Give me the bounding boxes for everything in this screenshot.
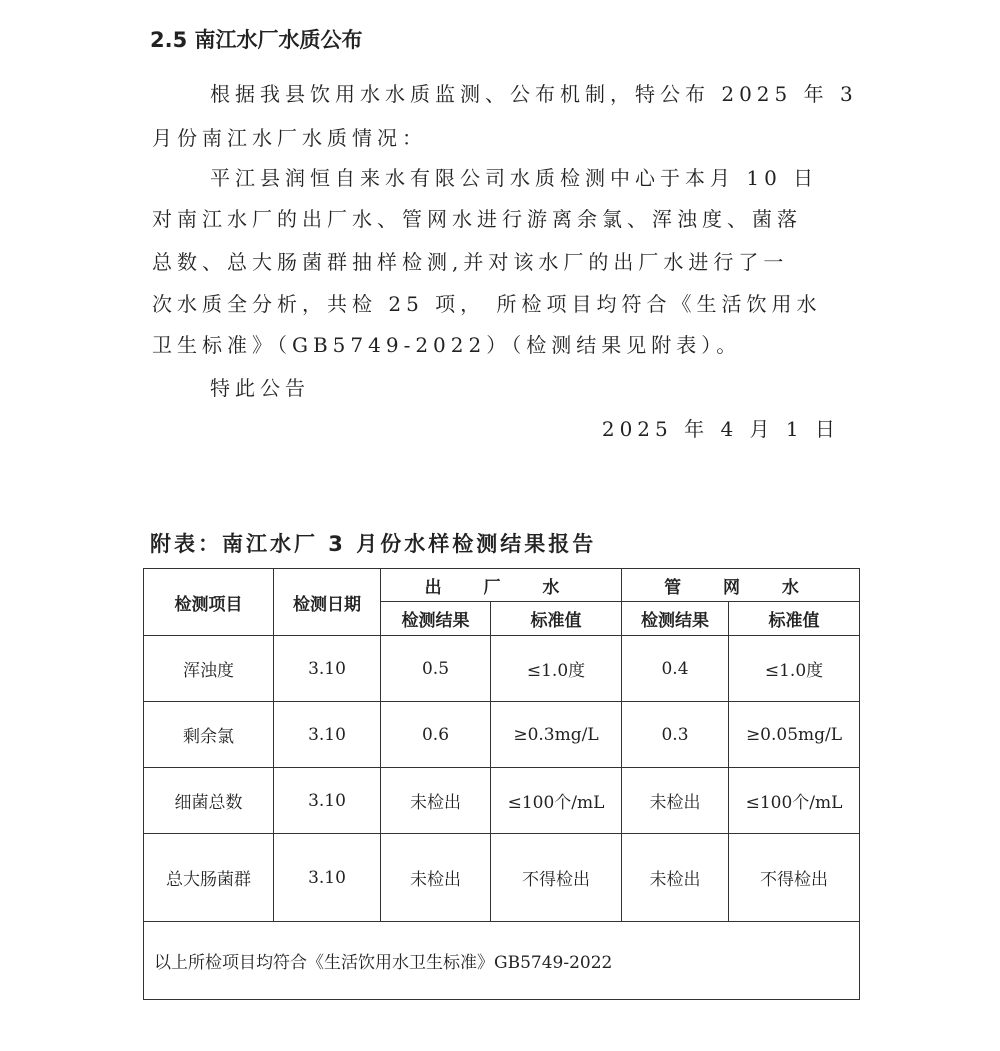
header-pipe-result: 检测结果	[622, 602, 729, 636]
cell-outlet-standard: ≤1.0度	[491, 636, 622, 702]
cell-pipe-result: 未检出	[622, 834, 729, 922]
cell-outlet-standard: 不得检出	[491, 834, 622, 922]
header-pipe-standard: 标准值	[729, 602, 860, 636]
table-row	[144, 702, 860, 768]
cell-item: 细菌总数	[144, 768, 274, 834]
cell-pipe-result: 未检出	[622, 768, 729, 834]
cell-outlet-result: 0.6	[381, 702, 491, 768]
table-row	[144, 768, 860, 834]
table-row	[144, 636, 860, 702]
cell-pipe-result: 0.4	[622, 636, 729, 702]
paragraph-line: 对南江水厂的出厂水、管网水进行游离余氯、浑浊度、菌落	[152, 207, 802, 231]
header-item: 检测项目	[144, 569, 274, 636]
paragraph-line: 特此公告	[210, 376, 310, 400]
paragraph-line: 根据我县饮用水水质监测、公布机制，特公布 2025 年 3	[210, 82, 858, 106]
notice-date: 2025 年 4 月 1 日	[601, 417, 840, 441]
cell-item: 浑浊度	[144, 636, 274, 702]
cell-outlet-result: 0.5	[381, 636, 491, 702]
header-date: 检测日期	[274, 569, 381, 636]
cell-date: 3.10	[274, 768, 381, 834]
header-pipe-water: 管 网 水	[622, 569, 860, 602]
header-outlet-water: 出 厂 水	[381, 569, 622, 602]
paragraph-line: 总数、总大肠菌群抽样检测,并对该水厂的出厂水进行了一	[152, 250, 789, 274]
header-outlet-result: 检测结果	[381, 602, 491, 636]
cell-date: 3.10	[274, 636, 381, 702]
cell-item: 总大肠菌群	[144, 834, 274, 922]
section-heading: 2.5 南江水厂水质公布	[150, 28, 363, 52]
table-title: 附表：南江水厂 3 月份水样检测结果报告	[150, 532, 597, 556]
results-table	[143, 568, 860, 1000]
cell-pipe-standard: ≤1.0度	[729, 636, 860, 702]
table-footnote: 以上所检项目均符合《生活饮用水卫生标准》GB5749-2022	[144, 922, 860, 1000]
paragraph-line: 平江县润恒自来水有限公司水质检测中心于本月 10 日	[210, 166, 819, 190]
paragraph-line: 次水质全分析，共检 25 项， 所检项目均符合《生活饮用水	[152, 292, 822, 316]
cell-pipe-result: 0.3	[622, 702, 729, 768]
cell-date: 3.10	[274, 834, 381, 922]
header-outlet-standard: 标准值	[491, 602, 622, 636]
cell-pipe-standard: 不得检出	[729, 834, 860, 922]
paragraph-line: 卫生标准》（GB5749-2022）（检测结果见附表）。	[152, 333, 742, 357]
cell-pipe-standard: ≥0.05mg/L	[729, 702, 860, 768]
cell-outlet-result: 未检出	[381, 834, 491, 922]
paragraph-line: 月份南江水厂水质情况：	[152, 126, 427, 150]
cell-date: 3.10	[274, 702, 381, 768]
cell-outlet-standard: ≥0.3mg/L	[491, 702, 622, 768]
cell-pipe-standard: ≤100个/mL	[729, 768, 860, 834]
table-row	[144, 834, 860, 922]
cell-outlet-result: 未检出	[381, 768, 491, 834]
cell-item: 剩余氯	[144, 702, 274, 768]
cell-outlet-standard: ≤100个/mL	[491, 768, 622, 834]
